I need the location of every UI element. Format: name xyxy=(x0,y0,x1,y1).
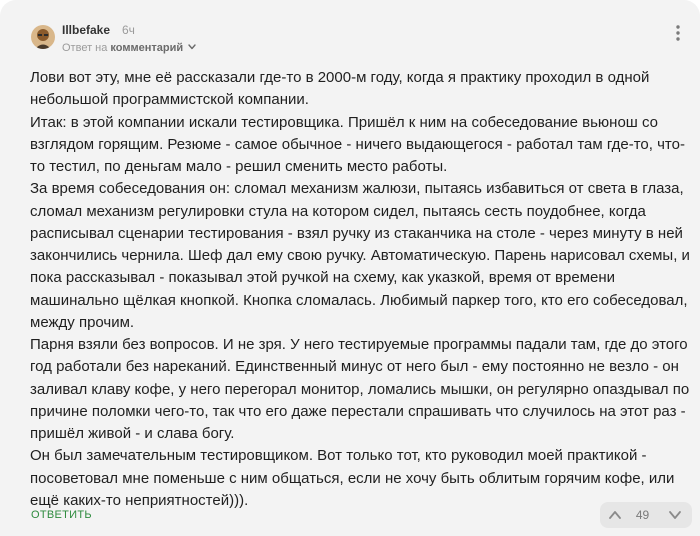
avatar[interactable] xyxy=(31,25,55,49)
comment-paragraph: Парня взяли без вопросов. И не зря. У него тестируемые программы падали там, где до этого год работали без нареканий. Единственный минус от него был - ему постоянно не везло - он заливал клаву кофе, у него перегорал монитор, ломались мышки, он регулярно опаздывал по причине поломки чего-то, так что его даже перестали спрашивать что случилось на этот раз - пришёл живой - и слава богу. xyxy=(30,336,690,442)
reply-button[interactable]: ОТВЕТИТЬ xyxy=(31,509,92,521)
arrow-down-icon[interactable] xyxy=(668,508,682,522)
comment-paragraph: За время собеседования он: сломал механизм жалюзи, пытаясь избавиться от света в глаза, сломал механизм регулировки стула на котором сидел, пытаясь сесть поудобнее, когда расписывал сценарии тестирования - взял ручку из стаканчика на столе - через минуту в ней закончились чернила. Шеф дал ему свою ручку. Автоматическую. Парень нарисовал схемы, и пока рассказывал - показывал этой ручкой на схему, как указкой, время от времени машинально щёлкая кнопкой. Кнопка сломалась. Любимый паркер того, кто его собеседовал, между прочим. xyxy=(30,180,690,331)
comment-paragraph: Лови вот эту, мне её рассказали где-то в 2000-м году, когда я практику проходил в одной небольшой программистской компании. xyxy=(30,69,650,109)
rating-score: 49 xyxy=(635,508,650,522)
comment-paragraph: Итак: в этой компании искали тестировщика. Пришёл к ним на собеседование вьюнош со взглядом горящим. Резюме - самое обычное - ничего выдающегося - работал там где-то, что-то тестил, по деньгам мало - решил сменить место работы. xyxy=(30,113,685,175)
more-vertical-icon[interactable] xyxy=(670,23,686,43)
comment-time: 6ч xyxy=(122,23,135,37)
author-name[interactable]: Illbefake xyxy=(62,23,111,37)
comment-header xyxy=(26,19,686,59)
comment-body xyxy=(30,67,690,512)
reply-prefix: Ответ на xyxy=(62,42,108,54)
comment-paragraph: Он был замечательным тестировщиком. Вот только тот, кто руководил моей практикой - посоветовал мне поменьше с ним общаться, если не хочу быть облитым горячим кофе, или ещё каких-то неприятностей))). xyxy=(30,447,675,509)
chevron-down-icon xyxy=(188,44,196,50)
arrow-up-icon[interactable] xyxy=(608,508,622,522)
rating-control xyxy=(600,502,692,528)
reply-target: комментарий xyxy=(110,42,184,54)
reply-to-link[interactable] xyxy=(62,42,196,54)
